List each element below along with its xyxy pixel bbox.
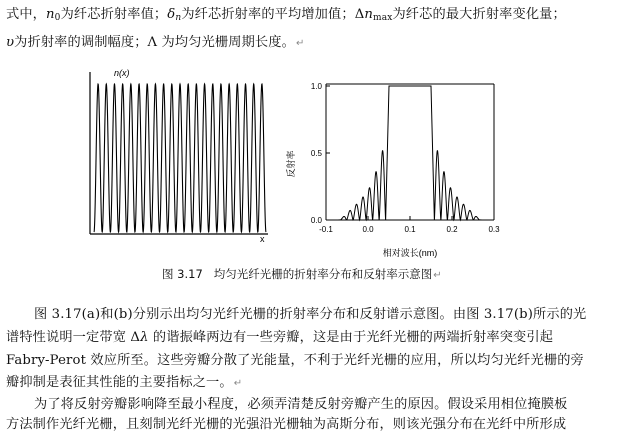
y-tick-label: 0.0 — [310, 216, 322, 225]
symbol-dn: n — [364, 7, 374, 22]
x-tick-label: 0.2 — [446, 225, 458, 234]
x-tick-label: 0.1 — [404, 225, 416, 234]
x-tick-label: 0.0 — [362, 225, 374, 234]
symbol-nu: υ — [6, 35, 15, 50]
figure-a-index-wave — [94, 84, 266, 232]
symbol-n0: n — [46, 7, 55, 22]
y-tick-label: 1.0 — [310, 82, 322, 91]
return-mark: ↵ — [295, 38, 305, 49]
body-line-3: Fabry-Perot 效应所至。这些旁瓣分散了光能量，不利于光纤光栅的应用，所以均匀光纤光栅的旁 — [6, 353, 584, 368]
figure-b-x-label: 相对波长(nm) — [382, 248, 438, 258]
symbol-lambda: λ — [140, 330, 149, 345]
symbol-delta: δ — [167, 7, 176, 22]
figure-a-y-label: n(x) — [114, 68, 130, 78]
body-line-1: 图 3.17(a)和(b)分别示出均匀光纤光栅的折射率分布和反射谱示意图。由图 3.17(b)所示的光 — [34, 307, 587, 322]
intro-line-2: υ为折射率的调制幅度；Λ 为均匀光栅周期长度。↵ — [6, 35, 305, 50]
figure-b-reflectance-curve — [326, 86, 494, 220]
caption-text: 均匀光纤光栅的折射率分布和反射率示意图 — [213, 267, 433, 281]
body-line-5: 为了将反射旁瓣影响降至最小程度，必须弄清楚反射旁瓣产生的原因。假设采用相位掩膜板 — [34, 397, 568, 412]
figure-caption: 图 3.17 均匀光纤光栅的折射率分布和反射率示意图↵ — [162, 267, 442, 281]
x-tick-label: -0.1 — [319, 225, 333, 234]
figure-b-y-label: 反射率 — [286, 150, 296, 178]
figure-a-index-distribution — [80, 64, 280, 248]
caption-label: 图 3.17 — [162, 267, 203, 281]
figure-a-x-label: x — [260, 234, 265, 244]
body-line-6: 方法制作光纤光栅，且刻制光纤光栅的光强沿光栅轴为高斯分布，则该光强分布在光纤中所形成 — [6, 417, 567, 432]
figure-b-ticks — [311, 82, 500, 234]
body-line-2: 谱特性说明一定带宽 Δλ 的谐振峰两边有一些旁瓣，这是由于光纤光栅的两端折射率突变引起 — [6, 330, 554, 345]
body-line-4: 瓣抑制是表征其性能的主要指标之一。↵ — [6, 375, 243, 390]
x-tick-label: 0.3 — [488, 225, 500, 234]
intro-line-1: 式中，$n_0$为纤芯折射率值；$\delta_n$为纤芯折射率的平均增加值；$\Delta n_{max}$为纤芯的最大折射率变化量； — [6, 7, 566, 23]
figure-b-reflectance — [282, 72, 512, 262]
y-tick-label: 0.5 — [310, 149, 322, 158]
